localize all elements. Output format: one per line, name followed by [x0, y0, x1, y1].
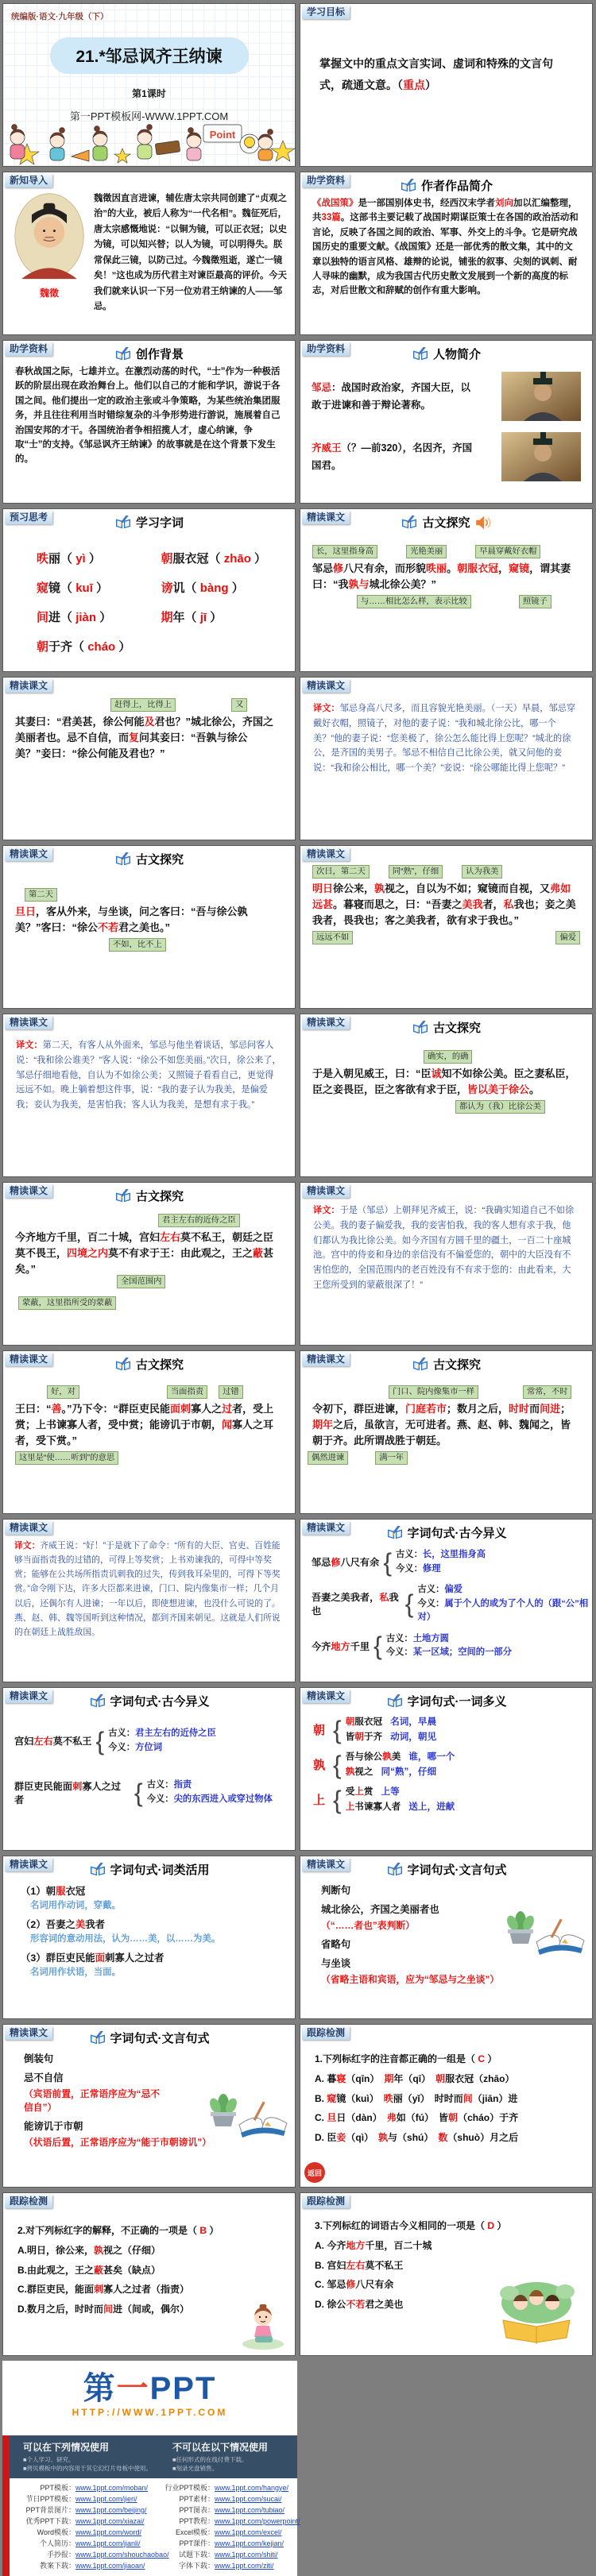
annotation: 常常，不时 — [523, 1385, 571, 1399]
section-tag: 跟踪检测 — [5, 2195, 52, 2208]
usage-note: 名词用作状语，当面。 — [30, 1968, 121, 1977]
slide-heading: 字词句式·古今异义 — [3, 1693, 295, 1709]
slide-text-study-5 — [300, 1014, 593, 1177]
slide-intro-weizheng — [2, 172, 296, 335]
background-text: 春秋战国之际，七雄并立。在激烈动荡的时代，“士”作为一种极活跃的阶层出现在政治舞台上。他们以自己的才能和学识，游说于各国之间。他们提出一定的政治主张或斗争策略，为某些统治集团服务，并且往往利用当时错综复杂的斗争形势进行游说，施展着自己治国安邦的才干。各国统治者争相招揽人才，虚心纳谏，争取“士”的支持。《邹忌讽齐王纳谏》的故事就是在这个背景下发生的。 — [15, 367, 281, 465]
section-tag: 精读课文 — [302, 1016, 350, 1029]
footer-links-col-1: PPT模板： www.1ppt.com/moban/ 节日PPT模板： www.1ppt.com/jieri/ PPT背景图片： www.1ppt.com/beijing/ 优秀PPT下载： www.1ppt.com/xiazai/ Word模板： www.1ppt.com/word/ 个人简历： www.1ppt.com/jianli/ 手抄报： www.1ppt.com/shouchaobao/ 教案下载： www.1ppt.com/jiaoan/ — [25, 2483, 169, 2570]
lesson-session: 第1课时 — [132, 88, 166, 99]
pattern-note: （省略主语和宾语，应为“邹忌与之坐谈”） — [321, 1974, 500, 1985]
footer-link[interactable]: www.1ppt.com/ziti/ — [215, 2561, 274, 2570]
annotation: 远远不如 — [312, 931, 353, 944]
return-button[interactable]: 返回 — [304, 2162, 325, 2183]
quiz-option[interactable]: B.由此观之，王之蔽甚矣（缺点） — [17, 2264, 161, 2276]
edition-label: 统编版·语文·九年级（下） — [11, 12, 109, 21]
slide-heading: 古文探究 — [300, 514, 592, 531]
footer-link[interactable]: www.1ppt.com/shouchaobao/ — [75, 2550, 169, 2559]
section-tag: 精读课文 — [5, 848, 52, 861]
section-tag: 精读课文 — [5, 1353, 52, 1366]
red-stripe — [2, 2435, 10, 2478]
yippt-logo: 第一PPT — [83, 2371, 217, 2406]
pattern-example: 城北徐公，齐国之美丽者也 — [321, 1904, 439, 1915]
usage-note: 名词用作动词，穿戴。 — [30, 1901, 121, 1910]
gujin-item: 今齐地方千里 { 古义：土地方圆 今义：某一区域；空间的一部分 — [312, 1632, 512, 1660]
book-pencil-icon — [89, 1863, 106, 1877]
svg-text:Point: Point — [209, 129, 236, 141]
slide-text-study-8 — [300, 1350, 593, 1514]
classical-text: 王曰：“善。”乃下令：“群臣吏民能面刺寡人之过者，受上赏；上书谏寡人者，受中赏；能谤讥于市朝，闻寡人之耳者，受下赏。” — [15, 1403, 274, 1447]
annotation: 过错 — [219, 1385, 243, 1399]
footer-link[interactable]: www.1ppt.com/jiaoan/ — [75, 2561, 145, 2570]
section-tag: 助学资料 — [5, 342, 52, 356]
red-stripe — [2, 2478, 10, 2576]
pattern-example: 与坐谈 — [321, 1958, 351, 1969]
section-tag: 精读课文 — [302, 1521, 350, 1535]
annotation: 长，这里指身高 — [312, 545, 377, 558]
polysemy-group: 上 { 受上赏 上等 上书谏寡人者 送上，进献 — [313, 1785, 455, 1814]
book-pencil-icon — [89, 2031, 106, 2045]
annotation: 不如，比不上 — [109, 938, 166, 952]
classical-text: 今齐地方千里，百二十城，宫妇左右莫不私王，朝廷之臣莫不畏王，四境之内莫不有求于王：由此观之，王之蔽甚矣。” — [15, 1231, 274, 1276]
weizheng-portrait — [13, 191, 86, 280]
lesson-title: 21.*邹忌讽齐王纳谏 — [50, 37, 249, 74]
slide-heading: 人物简介 — [300, 346, 592, 362]
footer-logo-area — [2, 2361, 297, 2435]
quiz-option[interactable]: D. 臣妾（qì） 孰与（shú） 数（shuò）月之后 — [315, 2132, 519, 2144]
classical-text: 令初下，群臣进谏，门庭若市；数月之后，时时而间进；期年之后，虽欲言，无可进者。燕、赵、韩、魏闻之，皆朝于齐。此所谓战胜于朝廷。 — [312, 1403, 571, 1447]
qiweiwang-image — [501, 432, 581, 481]
pattern-type: 省略句 — [321, 1939, 351, 1950]
section-tag: 助学资料 — [302, 342, 350, 356]
pattern-example: 忌不自信 — [24, 2072, 64, 2084]
slide-heading: 字词句式·文言句式 — [300, 1861, 592, 1878]
footer-links-col-2: 行业PPT模板： www.1ppt.com/hangye/ PPT素材： www.1ppt.com/sucai/ PPT图表： www.1ppt.com/tubiao/ PPT教程： www.1ppt.com/powerpoint/ Excel模板： www.1ppt.com/excel/ PPT课件： www.1ppt.com/kejian/ 试题下载： www.1ppt.com/shiti/ 字体下载： www.1ppt.com/ziti/ — [164, 2483, 300, 2570]
section-tag: 预习思考 — [5, 511, 52, 524]
book-pencil-icon — [386, 1863, 404, 1877]
annotation: 赶得上，比得上 — [110, 698, 176, 712]
section-tag: 精读课文 — [5, 1016, 52, 1029]
annotation: 又 — [231, 698, 247, 712]
zouji-image — [501, 372, 581, 421]
book-pencil-icon — [89, 1694, 106, 1709]
annotation: 光艳美丽 — [406, 545, 447, 558]
footer-link[interactable]: www.1ppt.com/jianli/ — [75, 2539, 141, 2547]
section-tag: 精读课文 — [302, 1858, 350, 1871]
classical-text: 邹忌修八尺有余，而形貌昳丽。朝服衣冠，窥镜，谓其妻曰：“我孰与城北徐公美？” — [312, 562, 571, 591]
book-pencil-icon — [114, 1189, 132, 1203]
pattern-example: 能谤讥于市朝 — [24, 2121, 83, 2132]
slide-quiz-1 — [300, 2024, 593, 2188]
usage-note: 形容词的意动用法，认为……美，以……为美。 — [30, 1934, 221, 1944]
intro-paragraph: 魏徵因直言进谏，辅佐唐太宗共同创建了“贞观之治”的大业，被后人称为“一代名相”。魏征死后，唐太宗感慨地说：“以铜为镜，可以正衣冠；以史为镜，可以知兴替；以人为镜，可以明得失。朕常保此三镜，以防己过。今魏徵殂逝，遂亡一镜矣！”这也成为历代君主对谏臣最高的评价。今天我们就来认识一下另一位劝君王纳谏的人——邹忌。 — [94, 194, 287, 311]
pattern-type: 倒装句 — [24, 2053, 54, 2064]
slide-text-study-2 — [2, 677, 296, 840]
slide-heading: 古文探究 — [3, 1188, 295, 1204]
book-pencil-icon — [400, 179, 417, 193]
cartoon-kids-illustration — [3, 120, 296, 166]
usage-phrase: （3）群臣吏民能面刺寡人之过者 — [21, 1952, 164, 1964]
translation-text: 译文：第二天，有客人从外面来，邹忌与他坐着谈话，邹忌问客人说：“我和徐公谁美？”客人说：“徐公不如您美丽。”次日，徐公来了，邹忌仔细地看他，自认为不如徐公美；又照镜子看看自己，更觉得远远不如。晚上躺着想这件事，说：“我的妻子认为我美，是偏爱我；妾认为我美，是害怕我；客人认为我美，是想有求于我。” — [16, 1041, 281, 1110]
annotation: 满一年 — [375, 1451, 408, 1465]
book-pencil-icon — [412, 347, 429, 361]
slide-text-study-1 — [300, 508, 593, 672]
section-tag: 精读课文 — [5, 1858, 52, 1871]
section-tag: 精读课文 — [5, 1184, 52, 1198]
slide-people-intro — [300, 340, 593, 504]
book-pencil-icon — [412, 1021, 429, 1035]
vocabulary-list — [3, 532, 295, 655]
plant-book-illustration — [201, 2087, 288, 2142]
book-pencil-icon — [412, 1358, 429, 1372]
quiz-question: 2.对下列标红字的解释，不正确的一项是（ B ） — [17, 2225, 219, 2236]
annotation: 这里是“使……听到”的意思 — [15, 1451, 118, 1465]
pattern-type: 判断句 — [321, 1885, 351, 1896]
footer-link[interactable]: www.1ppt.com/sucai/ — [215, 2494, 282, 2503]
annotation: 与……相比怎么样，表示比较 — [357, 595, 471, 608]
section-tag: 精读课文 — [5, 2026, 52, 2040]
annotation: 确实，的确 — [424, 1050, 472, 1064]
annotation: 君主左右的近侍之臣 — [158, 1214, 240, 1227]
translation-text: 译文：邹忌身高八尺多，而且容貌光艳美丽。（一天）早晨，邹忌穿戴好衣帽，照镜子，对他的妻子说：“我和城北徐公比，哪一个美？”他的妻子说：“您美极了，徐公怎么能比得上您呢？”城北的徐公，是齐国的美男子。邹忌不相信自己比徐公美，就又问他的妾说：“我和徐公相比，哪一个美？”妾说：“徐公哪能比得上您呢？” — [313, 704, 576, 774]
classical-text: 其妻曰：“君美甚，徐公何能及君也？”城北徐公，齐国之美丽者也。忌不自信，而复问其妾曰：“吾孰与徐公美？”妾曰：“徐公何能及君也？” — [15, 716, 274, 760]
annotation: 都认为（我）比徐公美 — [455, 1100, 545, 1114]
slide-translation-4 — [2, 1519, 296, 1682]
footer-link[interactable]: www.1ppt.com/hangye/ — [215, 2483, 289, 2492]
quiz-option[interactable]: A. 暮寝（qīn） 期年（qī） 朝服衣冠（zhāo） — [315, 2072, 515, 2084]
slide-quiz-3 — [300, 2192, 593, 2356]
annotation: 早晨穿戴好衣帽 — [475, 545, 540, 558]
slide-work-intro — [300, 172, 593, 335]
slide-text-study-6 — [2, 1182, 296, 1346]
slide-translation-1 — [300, 677, 593, 840]
speaker-icon[interactable] — [474, 516, 492, 530]
book-pencil-icon — [114, 516, 132, 530]
slide-learning-goals — [300, 3, 593, 167]
gujin-item: 群臣吏民能面刺寡人之过者 { 古义：指责 今义：尖的东西进入或穿过物体 — [14, 1778, 273, 1807]
vocab-item: 朝于齐（ cháo ） — [37, 640, 131, 654]
section-tag: 精读课文 — [302, 848, 350, 861]
footer-link[interactable]: www.1ppt.com/moban/ — [75, 2483, 149, 2492]
footer-link[interactable]: www.1ppt.com/shiti/ — [215, 2550, 278, 2559]
usage-forbidden-item: ■任何形式的在线付费下载。 — [172, 2456, 248, 2463]
slide-heading: 作者作品简介 — [300, 177, 592, 194]
polysemy-group: 孰 { 吾与徐公孰美 谁，哪一个 孰视之 同“熟”，仔细 — [313, 1750, 455, 1779]
footer-link[interactable]: www.1ppt.com/word/ — [75, 2528, 142, 2536]
footer-link[interactable]: www.1ppt.com/tubiao/ — [215, 2505, 285, 2514]
plant-book-illustration — [498, 1904, 586, 1960]
slide-heading: 创作背景 — [3, 346, 295, 362]
section-tag: 精读课文 — [302, 1353, 350, 1366]
quiz-question: 1.下列标红字的注音都正确的一组是（ C ） — [315, 2053, 497, 2064]
annotation: 照镜子 — [519, 595, 551, 608]
vocab-item: 朝服衣冠（ zhāo ） — [161, 552, 267, 566]
goal-text: 掌握文中的重点文言实词、虚词和特殊的文言句式，疏通文意。（重点） — [319, 57, 553, 91]
section-tag: 跟踪检测 — [302, 2026, 350, 2040]
annotation: 门口、院内像集市一样 — [389, 1385, 478, 1399]
footer-link[interactable]: www.1ppt.com/jieri/ — [75, 2494, 137, 2503]
section-tag: 精读课文 — [5, 1690, 52, 1703]
slide-gujin-1 — [300, 1519, 593, 1682]
annotation: 好，对 — [47, 1385, 79, 1399]
quiz-option[interactable]: A.明日，徐公来，孰视之（仔细） — [17, 2244, 161, 2256]
slide-heading: 古文探究 — [3, 851, 295, 867]
slide-heading: 古文探究 — [300, 1356, 592, 1373]
footer-link[interactable]: www.1ppt.com/excel/ — [215, 2528, 282, 2536]
footer-link[interactable]: www.1ppt.com/xiazai/ — [75, 2516, 145, 2525]
section-tag: 助学资料 — [302, 174, 350, 187]
annotation: 认为我美 — [462, 865, 502, 879]
work-intro-text: 《战国策》是一部国别体史书，经西汉末学者刘向加以汇编整理，共33篇。这部书主要记载了战国时期谋臣策士在各国的政治活动和言论，反映了各国之间的政治、军事、外交上的斗争。它是研究战国历史的重要文献。《战国策》还是一部优秀的散文集，其中的文章以独特的语言风格、雄辩的论说，铺张的叙事、尖刻的讽刺、耐人寻味的幽默，成为我国古代历史散文发展到一个新的高度的标志，对后世散文和辞赋的创作有重大影响。 — [312, 199, 579, 296]
annotation: 次日，第二天 — [312, 865, 370, 879]
quiz-option[interactable]: C. 旦日（dàn） 弗如（fú） 皆朝（cháo）于齐 — [315, 2112, 519, 2124]
slide-polysemy — [300, 1687, 593, 1851]
annotation: 第二天 — [25, 888, 57, 902]
slide-heading: 古文探究 — [300, 1019, 592, 1036]
quiz-question: 3.下列标红的词语古今义相同的一项是（ D ） — [315, 2220, 507, 2231]
usage-phrase: （1）朝服衣冠 — [21, 1886, 86, 1897]
polysemy-group: 朝 { 朝服衣冠 名词，早晨 皆朝于齐 动词，朝见 — [313, 1715, 437, 1744]
vocab-item: 窥镜（ kuī ） — [37, 581, 109, 595]
gujin-item: 宫妇左右莫不私王 { 古义：君主左右的近侍之臣 今义：方位词 — [14, 1726, 216, 1755]
book-pencil-icon — [114, 1358, 132, 1372]
section-tag: 精读课文 — [302, 1184, 350, 1198]
footer-link[interactable]: www.1ppt.com/kejian/ — [215, 2539, 284, 2547]
usage-terms-band — [2, 2435, 297, 2478]
footer-link[interactable]: www.1ppt.com/beijing/ — [75, 2505, 147, 2514]
slide-background — [2, 340, 296, 504]
slide-heading: 字词句式·词类活用 — [3, 1861, 295, 1878]
slide-gujin-2 — [2, 1687, 296, 1851]
quiz-option[interactable]: D. 徐公不若君之美也 — [315, 2299, 404, 2311]
sitting-girl-illustration — [239, 2304, 290, 2350]
slide-heading: 字词句式·文言句式 — [3, 2030, 295, 2046]
vocab-item: 期年（ jī ） — [161, 611, 223, 624]
slide-heading: 学习字词 — [3, 514, 295, 531]
slide-translation-3 — [300, 1182, 593, 1346]
annotation: 偶然进谏 — [308, 1451, 348, 1465]
slide-quiz-2 — [2, 2192, 296, 2356]
section-tag: 精读课文 — [302, 679, 350, 693]
slide-word-usage — [2, 1856, 296, 2019]
quiz-option[interactable]: B. 窥镜（kuì） 昳丽（yǐ） 时时而间（jiān）进 — [315, 2092, 518, 2104]
annotation: 全国范围内 — [117, 1275, 165, 1288]
quiz-option[interactable]: A. 今齐地方千里，百二十城 — [315, 2239, 432, 2251]
site-credit: 第一PPT模板网-WWW.1PPT.COM — [69, 110, 229, 122]
section-tag: 新知导入 — [5, 174, 52, 187]
pattern-note: （状语后置，正常语序应为“能于市朝谤讥”） — [24, 2137, 211, 2148]
annotation: 偏爱 — [555, 931, 580, 944]
section-tag: 精读课文 — [5, 679, 52, 693]
section-tag: 精读课文 — [302, 511, 350, 524]
quiz-option[interactable]: C. 邹忌修八尺有余 — [315, 2279, 394, 2291]
annotation: 同“熟”，仔细 — [389, 865, 443, 879]
footer — [2, 2361, 300, 2576]
book-pencil-icon — [401, 516, 418, 530]
section-tag: 跟踪检测 — [302, 2195, 350, 2208]
qiweiwang-profile: 齐威王（？—前320），名因齐，齐国国君。 — [312, 442, 473, 471]
footer-links — [2, 2478, 300, 2576]
slide-heading: 字词句式·一词多义 — [300, 1693, 592, 1709]
book-pencil-icon — [386, 1694, 404, 1709]
slide-text-study-4 — [300, 845, 593, 1009]
section-tag: 精读课文 — [5, 1521, 52, 1535]
quiz-option[interactable]: D.数月之后，时时而间进（间或，偶尔） — [17, 2304, 190, 2315]
footer-link[interactable]: www.1ppt.com/powerpoint/ — [215, 2516, 300, 2525]
vocab-item: 谤讥（ bàng ） — [161, 581, 244, 595]
usage-forbidden-title: 不可以在以下情况使用 — [172, 2442, 269, 2453]
classical-text: 于是入朝见威王，曰：“臣诚知不如徐公美。臣之妻私臣，臣之妾畏臣，臣之客欲有求于臣，皆以美于徐公。 — [312, 1068, 576, 1096]
book-pencil-icon — [114, 347, 132, 361]
usage-phrase: （2）吾妻之美我者 — [21, 1919, 106, 1930]
usage-allowed-item: ■拷贝模板中的内容用于其它幻灯片母板中使用。 — [23, 2465, 153, 2473]
slide-translation-2 — [2, 1014, 296, 1177]
zouji-profile: 邹忌：战国时政治家，齐国大臣，以敢于进谏和善于辩论著称。 — [312, 381, 471, 411]
vocab-item: 昳丽（ yì ） — [37, 552, 101, 566]
classical-text: 明日徐公来，孰视之，自以为不如；窥镜而自视，又弗如远甚。暮寝而思之，曰：“吾妻之美我者，私我也；妾之美我者，畏我也；客之美我者，欲有求于我也。” — [312, 882, 576, 927]
portrait-caption: 魏徵 — [39, 288, 59, 299]
gujin-item: 吾妻之美我者，私我也 { 古义：偏爱 今义：属于个人的或为了个人的（跟“公”相对） — [312, 1585, 589, 1622]
pattern-note: （宾语前置，正常语序应为“忌不信自”） — [24, 2088, 161, 2113]
classical-text: 旦日，客从外来，与坐谈，问之客曰：“吾与徐公孰美？”客曰：“徐公不若君之美也。” — [15, 906, 248, 934]
translation-text: 译文：齐威王说：“好！”于是就下了命令：“所有的大臣、官吏、百姓能够当面指责我的过错的，可得上等奖赏；上书劝谏我的，可得中等奖赏；能够在公共场所指责讥刺我的过失，传到我耳朵里的，可得下等奖赏。”命令刚下达，许多大臣都来进谏，门口、院内像集市一样；几个月以后，还偶尔有人进谏；一年以后，即使想进谏，也没什么可说的了。燕、赵、韩、魏等国听到这种情况，都到齐国来朝见。这就是人们所说的在朝廷上战胜敌国。 — [14, 1541, 281, 1637]
book-pencil-icon — [386, 1526, 404, 1540]
slide-sentence-pattern-1 — [300, 1856, 593, 2019]
slide-vocabulary — [2, 508, 296, 672]
kids-reading-illustration — [489, 2276, 584, 2344]
slide-text-study-7 — [2, 1350, 296, 1514]
annotation: 当面指责 — [167, 1385, 207, 1399]
vocab-item: 间进（ jiàn ） — [37, 611, 112, 624]
book-pencil-icon — [114, 852, 132, 867]
section-tag: 精读课文 — [302, 1690, 350, 1703]
gujin-item: 邹忌修八尺有余 { 古义：长，这里指身高 今义：修理 — [312, 1547, 486, 1577]
quiz-option[interactable]: C.群臣吏民，能面刺寡人之过者（指责） — [17, 2284, 190, 2296]
usage-allowed-title: 可以在下列情况使用 — [23, 2442, 110, 2453]
slide-text-study-3 — [2, 845, 296, 1009]
slide-heading: 字词句式·古今异义 — [300, 1524, 592, 1541]
quiz-option[interactable]: B. 宫妇左右莫不私王 — [315, 2259, 404, 2271]
usage-forbidden-item: ■刻录光盘销售。 — [172, 2465, 219, 2473]
annotation: 蒙蔽，这里指所受的蒙蔽 — [18, 1296, 116, 1310]
slide-heading: 古文探究 — [3, 1356, 295, 1373]
footer-site-link[interactable]: HTTP://WWW.1PPT.COM — [72, 2407, 228, 2418]
slide-cover — [2, 3, 296, 167]
usage-allowed-item: ■个人学习、研究。 — [23, 2456, 75, 2463]
pattern-note: （“……者也”表判断） — [321, 1920, 415, 1931]
section-tag: 学习目标 — [302, 6, 350, 19]
translation-text: 译文：于是（邹忌）上朝拜见齐威王，说：“我确实知道自己不如徐公美。我的妻子偏爱我，我的妾害怕我，我的客人想有求于我，他们都认为我比徐公美。如今齐国有方圆千里的疆土，一百二十座城池。宫中的侍妾和身边的亲信没有不偏爱您的，朝中的大臣没有不害怕您的，全国范围内的老百姓没有不有求于您的：由此看来，大王您所受到的蒙蔽很深了！” — [313, 1206, 575, 1291]
slide-sentence-pattern-2 — [2, 2024, 296, 2188]
